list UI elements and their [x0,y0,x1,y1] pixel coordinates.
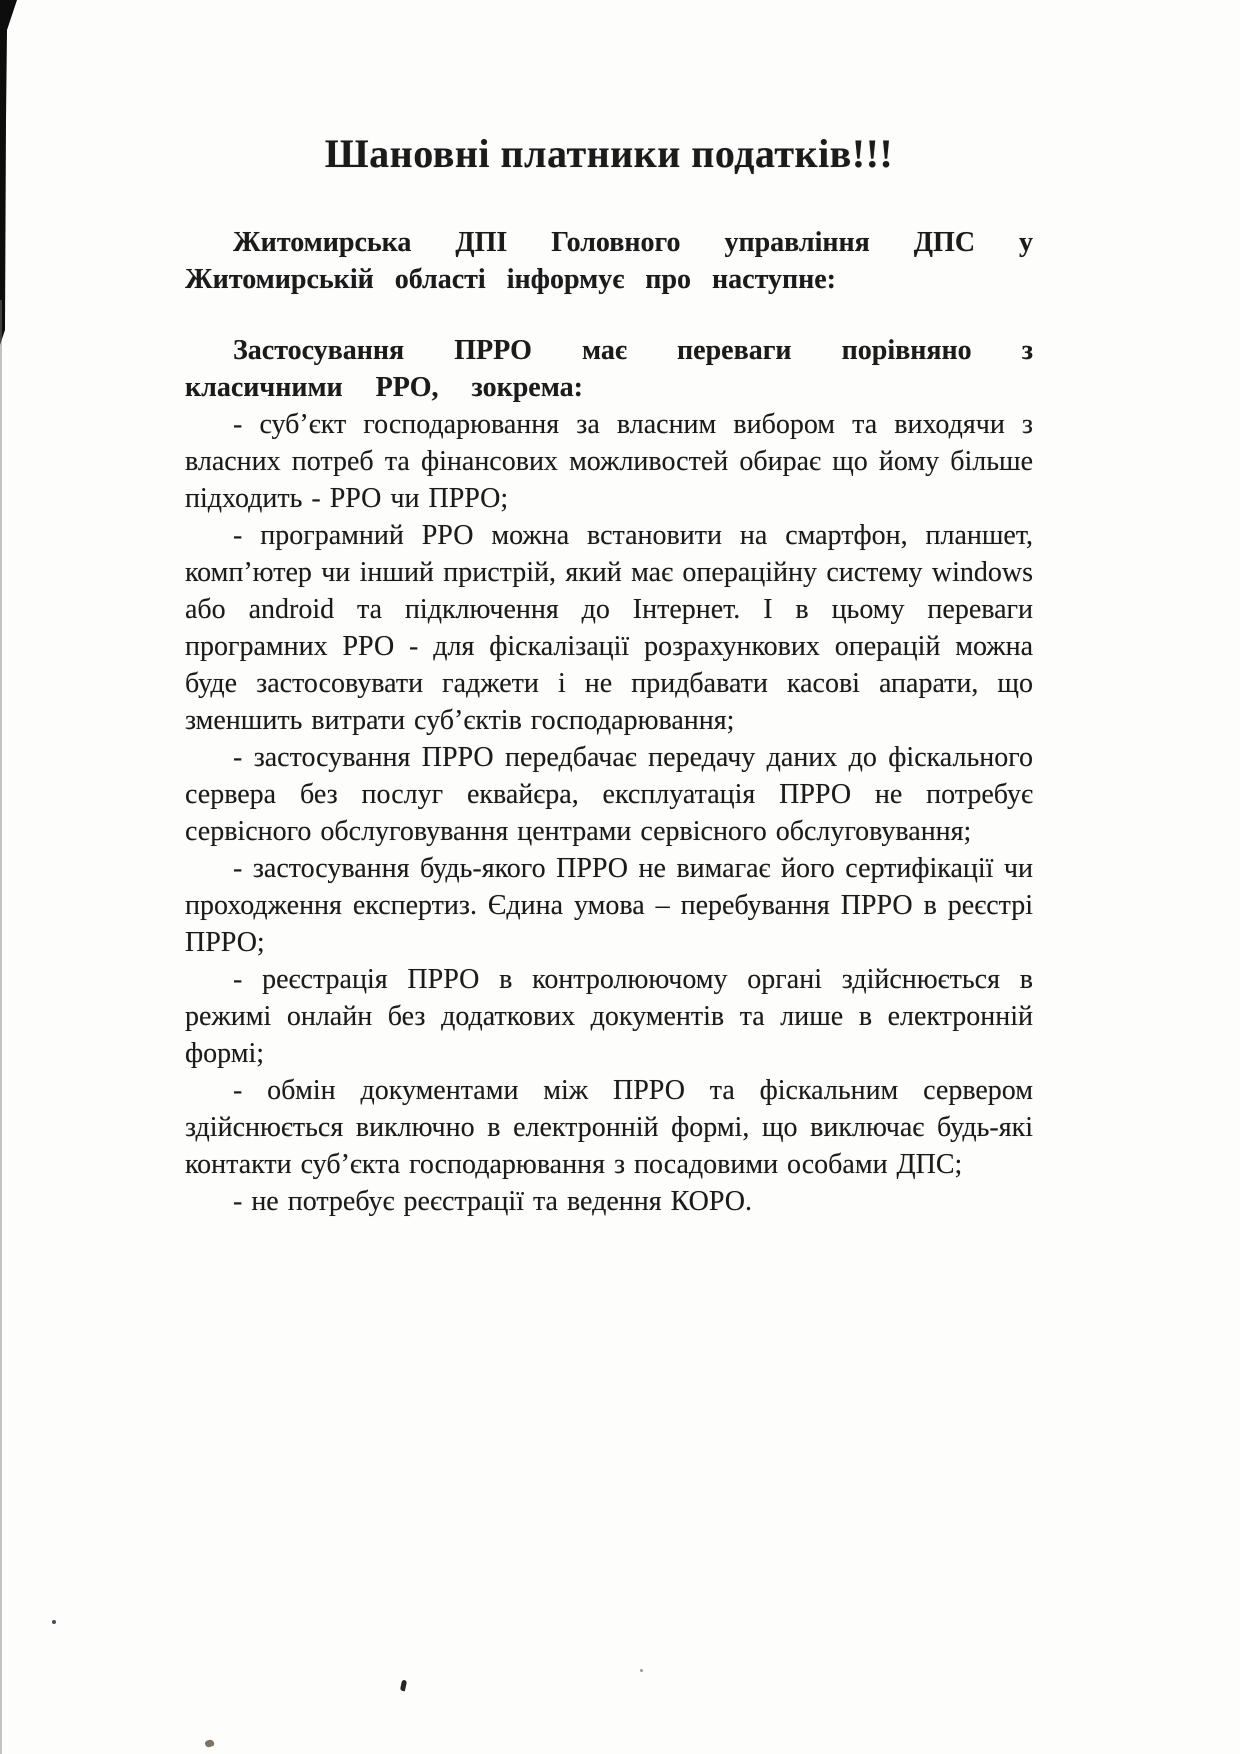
list-item: - застосування ПРРО передбачає передачу даних до фіскального сервера без послуг еквайєра, експлуатація ПРРО не потребує сервісного обслуговування центрами сервісного обслуговування; [185,742,1033,847]
lead-paragraph: Застосування ПРРО має переваги порівняно з класичними РРО, зокрема: [185,335,1033,403]
scan-edge-artifact [0,0,20,345]
list-item: - не потребує реєстрації та ведення КОРО. [233,1186,752,1217]
scan-edge-line [0,300,2,1754]
scan-speck [640,1669,643,1672]
list-item: - суб’єкт господарювання за власним вибором та виходячи з власних потреб та фінансових можливостей обирає що йому більше підходить - РРО чи ПРРО; [185,409,1033,514]
list-item: - програмний РРО можна встановити на смартфон, планшет, комп’ютер чи інший пристрій, який має операційну систему windows або android та підключення до Інтернет. І в цьому переваги програмних РРО - для фіскалізації розрахункових операцій можна буде застосовувати гаджети і не придбавати касові апарати, що зменшить витрати суб’єктів господарювання; [185,520,1033,736]
scan-speck [400,1680,407,1692]
document-title: Шановні платники податків!!! [324,131,894,176]
list-item: - реєстрація ПРРО в контролюючому органі здійснюється в режимі онлайн без додаткових документів та лише в електронній формі; [185,964,1033,1069]
list-item: - застосування будь-якого ПРРО не вимагає його сертифікації чи проходження експертиз. Єдина умова – перебування ПРРО в реєстрі ПРРО; [185,853,1033,958]
scan-speck [52,1620,56,1624]
benefits-list [185,406,1033,1220]
scan-speck [204,1739,215,1749]
document-body [185,130,1033,1220]
intro-paragraph: Житомирська ДПІ Головного управління ДПС у Житомирській області інформує про наступне: [185,227,1033,295]
list-item: - обмін документами між ПРРО та фіскальним сервером здійснюється виключно в електронній формі, що виключає будь-які контакти суб’єкта господарювання з посадовими особами ДПС; [185,1075,1033,1180]
